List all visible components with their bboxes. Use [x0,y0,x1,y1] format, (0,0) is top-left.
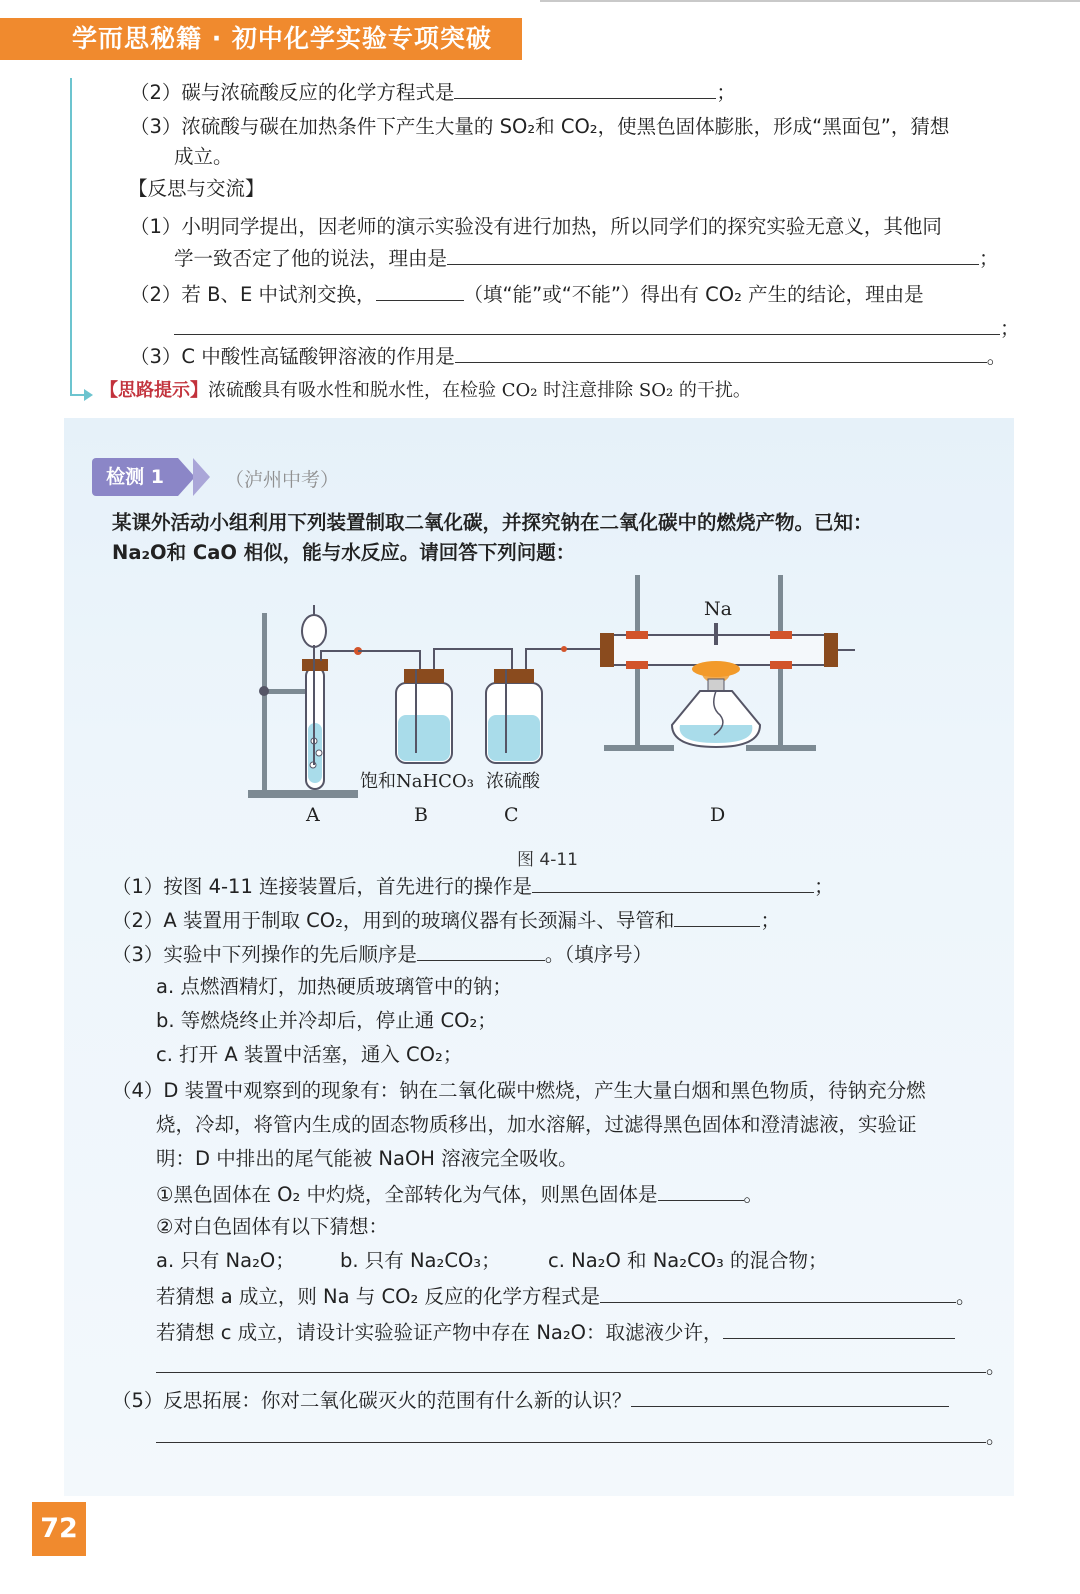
stopper [494,669,534,683]
reflection-2-text: （2）若 B、E 中试剂交换， [130,283,376,306]
answer-blank[interactable] [674,904,760,927]
answer-blank[interactable] [631,1384,949,1407]
test-question-2 [112,904,780,936]
book-header-title: 学而思秘籍 · 初中化学实验专项突破 [0,18,522,60]
guess-c-question [156,1316,955,1348]
punctuation: ； [760,909,780,932]
side-guide-line [70,78,72,396]
hint-line [100,376,751,406]
reflection-3-line [130,340,1006,372]
test-source: （泸州中考） [225,469,340,491]
arrow-icon [84,389,93,401]
reflection-1-line2 [174,242,999,274]
test-question-4-line2: 烧，冷却，将管内生成的固态物质移出，加水溶解，过滤得黑色固体和澄清滤液，实验证 [156,1113,917,1136]
label-na: Na [704,598,732,620]
subquestion-1-text: ①黑色固体在 O₂ 中灼烧，全部转化为气体，则黑色固体是 [156,1183,658,1206]
answer-blank[interactable] [658,1178,744,1201]
guess-c: c. Na₂O 和 Na₂CO₃ 的混合物； [548,1249,828,1272]
answer-blank[interactable] [447,242,979,265]
apparatus-figure [230,575,870,840]
hint-label: 【思路提示】 [100,380,208,401]
question-3-line1: （3）浓硫酸与碳在加热条件下产生大量的 SO₂和 CO₂，使黑色固体膨胀，形成“黑面包”，猜想 [130,115,950,138]
label-a: A [306,804,320,826]
test-question-3-text: （3）实验中下列操作的先后顺序是 [112,943,417,966]
question-2-text: （2）碳与浓硫酸反应的化学方程式是 [130,81,455,104]
liquid-b [398,715,450,761]
label-b: B [414,804,428,826]
test-question-5 [112,1384,949,1416]
answer-blank[interactable] [532,870,814,893]
question-2-line [130,76,736,108]
test-question-2-text: （2）A 装置用于制取 CO₂，用到的玻璃仪器有长颈漏斗、导管和 [112,909,675,932]
reagent-b: 饱和NaHCO₃ [360,771,474,792]
figure-caption: 图 4-11 [517,850,578,870]
test-question-5-answer-line [156,1420,1006,1452]
hint-text: 浓硫酸具有吸水性和脱水性，在检验 CO₂ 时注意排除 SO₂ 的干扰。 [208,380,751,401]
stopper [404,669,444,683]
punctuation: ； [814,875,834,898]
guess-a-question-text: 若猜想 a 成立，则 Na 与 CO₂ 反应的化学方程式是 [156,1285,600,1308]
stopper [824,633,838,667]
answer-blank[interactable] [417,938,545,961]
punctuation: 。 [955,1285,976,1308]
chevron-right-icon [193,458,210,496]
answer-blank[interactable] [455,340,987,363]
punctuation: ； [979,247,999,270]
answer-blank[interactable] [376,278,464,301]
test-question-4-line3: 明：D 中排出的尾气能被 NaOH 溶液完全吸收。 [156,1147,578,1170]
test-intro-line2: Na₂O和 CaO 相似，能与水反应。请回答下列问题： [112,541,576,564]
reflection-1-text: 学一致否定了他的说法，理由是 [174,247,448,270]
apparatus-d [600,575,855,826]
guess-a: a. 只有 Na₂O； [156,1249,295,1272]
label-c: C [504,804,519,826]
question-3-line2: 成立。 [174,145,233,168]
reflection-2-suffix: （填“能”或“不能”）得出有 CO₂ 产生的结论，理由是 [463,283,924,306]
reflection-2-line1 [130,278,924,310]
reflection-heading: 【反思与交流】 [128,177,265,200]
apparatus-c [486,646,602,826]
test-question-1 [112,870,834,902]
guess-a-question [156,1280,975,1312]
subquestion-1 [156,1178,763,1210]
reflection-1-line1: （1）小明同学提出，因老师的演示实验没有进行加热，所以同学们的探究实验无意义，其他同 [130,215,942,238]
guess-c-answer-line [156,1350,1006,1382]
answer-blank[interactable] [156,1420,986,1443]
top-rule [540,0,1080,2]
answer-blank[interactable] [454,76,716,99]
punctuation: 。 [986,1425,1006,1448]
answer-blank[interactable] [174,312,1000,335]
option-b: b. 等燃烧终止并冷却后，停止通 CO₂； [156,1009,497,1032]
punctuation: 。 [743,1183,764,1206]
test-question-4-line1: （4）D 装置中观察到的现象有：钠在二氧化碳中燃烧，产生大量白烟和黑色物质，待钠充分燃 [112,1079,926,1102]
punctuation: ； [1000,317,1020,340]
guess-b: b. 只有 Na₂CO₃； [340,1249,501,1272]
page-number: 72 [32,1502,86,1556]
test-question-3 [112,938,652,970]
test-question-3-suffix: 。（填序号） [544,943,653,966]
punctuation: 。 [986,345,1007,368]
liquid-c [488,715,540,761]
answer-blank[interactable] [156,1350,986,1373]
test-intro-line1: 某课外活动小组利用下列装置制取二氧化碳，并探究钠在二氧化碳中的燃烧产物。已知： [112,511,873,534]
test-question-5-text: （5）反思拓展：你对二氧化碳灭火的范围有什么新的认识？ [112,1389,632,1412]
stopper [600,633,614,667]
test-badge: 检测 1 [92,458,178,496]
guess-c-question-text: 若猜想 c 成立，请设计实验验证产物中存在 Na₂O：取滤液少许， [156,1321,723,1344]
reflection-3-text: （3）C 中酸性高锰酸钾溶液的作用是 [130,345,455,368]
apparatus-a [248,605,362,826]
subquestion-2: ②对白色固体有以下猜想： [156,1215,388,1238]
punctuation: ； [716,81,736,104]
label-d: D [710,804,726,826]
option-c: c. 打开 A 装置中活塞，通入 CO₂； [156,1043,463,1066]
test-question-1-text: （1）按图 4-11 连接装置后，首先进行的操作是 [112,875,533,898]
answer-blank[interactable] [600,1280,956,1303]
reagent-c: 浓硫酸 [486,771,540,792]
punctuation: 。 [986,1355,1006,1378]
option-a: a. 点燃酒精灯，加热硬质玻璃管中的钠； [156,975,512,998]
answer-blank[interactable] [723,1316,955,1339]
